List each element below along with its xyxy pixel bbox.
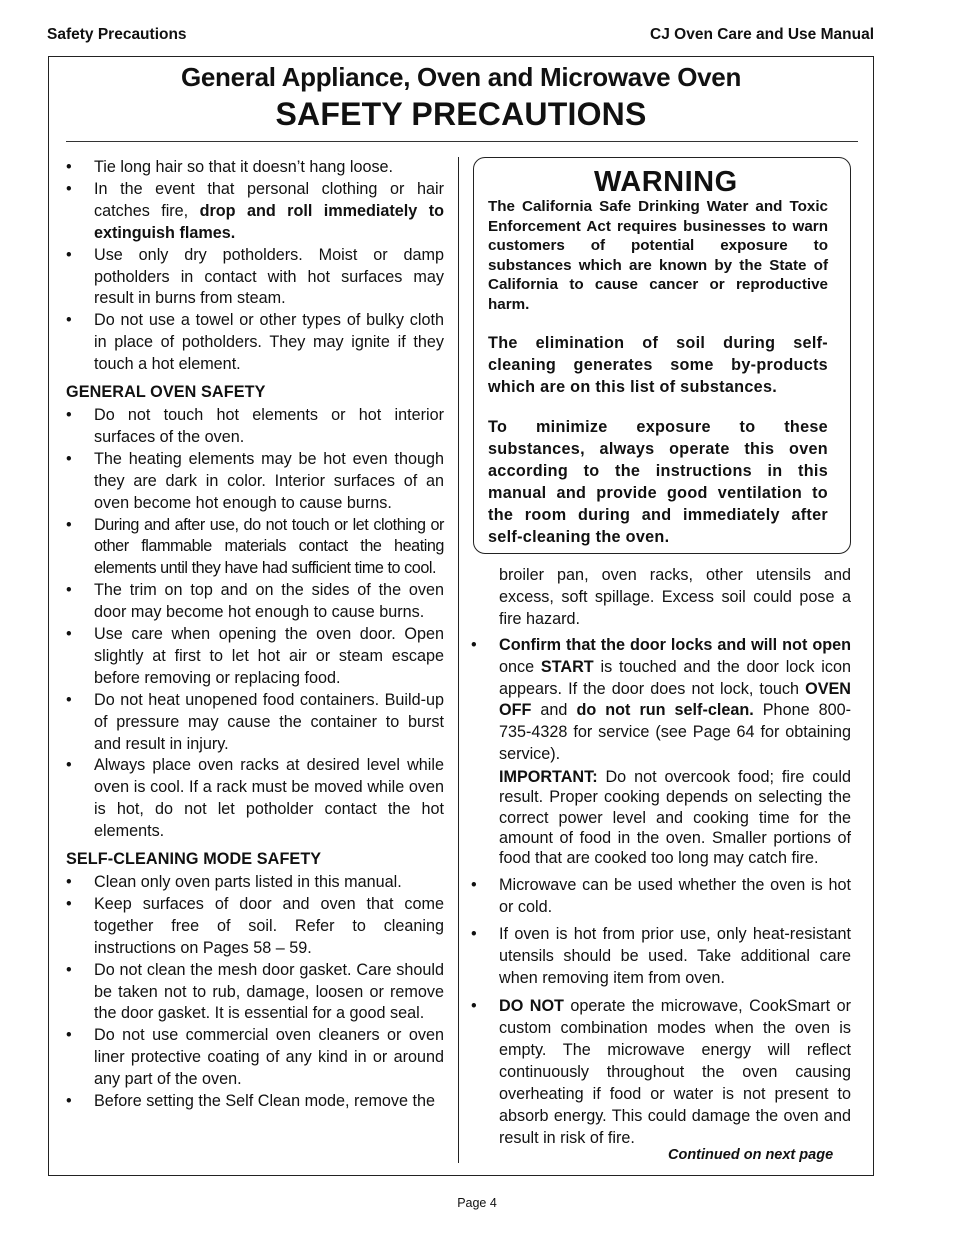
list-item: • DO NOT operate the microwave, CookSmart or custom combination modes when the oven is empty. The microwave energy will reflect continuously throughout the oven causing overheating if food or water is not present to absorb energy. This could damage the oven and result in risk of fire.	[471, 996, 851, 1149]
header-section-title: Safety Precautions	[47, 26, 187, 43]
important-note: IMPORTANT: Do not overcook food; fire could result. Proper cooking depends on selecting the correct power level and cooking time for the amount of food in the oven. Smaller portions of food that are cooked too long may catch fire.	[499, 768, 851, 868]
list-item: • Do not touch hot elements or hot interior surfaces of the oven.	[66, 405, 444, 449]
list-item: • Clean only oven parts listed in this manual.	[66, 872, 444, 894]
page-title-line2: SAFETY PRECAUTIONS	[275, 96, 647, 132]
general-list	[66, 157, 444, 376]
general-oven-list	[66, 405, 444, 843]
list-item: • Microwave can be used whether the oven is hot or cold.	[471, 875, 851, 919]
list-item: • Always place oven racks at desired level while oven is cool. If a rack must be moved while oven is hot, do not let potholder contact the hot elements.	[66, 755, 444, 843]
self-clean-list	[66, 872, 444, 1113]
list-item: • Use care when opening the oven door. Open slightly at first to let hot air or steam escape before removing or replacing food.	[66, 624, 444, 690]
warning-paragraph-minimize: To minimize exposure to these substances, always operate this oven according to the instructions in this manual and provide good ventilation to the room during and immediately after self-cleaning the oven.	[488, 418, 828, 546]
list-item: • The heating elements may be hot even though they are dark in color. Interior surfaces of an oven become hot enough to cause burns.	[66, 449, 444, 515]
title-divider	[66, 141, 858, 142]
section-heading-self-cleaning: SELF-CLEANING MODE SAFETY	[66, 850, 322, 869]
list-item: • Keep surfaces of door and oven that come together free of soil. Refer to cleaning instructions on Pages 58 – 59.	[66, 894, 444, 960]
list-item: • Confirm that the door locks and will not open once START is touched and the door lock icon appears. If the door does not lock, touch OVEN OFF and do not run self-clean. Phone 800-735-4328 for service (see Page 64 for obtaining service).	[471, 635, 851, 766]
list-item: • Do not use a towel or other types of bulky cloth in place of potholders. They may ignite if they touch a hot element.	[66, 310, 444, 376]
list-item: • Do not clean the mesh door gasket. Care should be taken not to rub, damage, loosen or remove the door gasket. It is essential for a good seal.	[66, 960, 444, 1026]
page-number: Page 4	[457, 1196, 497, 1210]
header-manual-title: CJ Oven Care and Use Manual	[650, 26, 874, 43]
list-item: • Tie long hair so that it doesn’t hang loose.	[66, 157, 444, 179]
right-column	[471, 565, 851, 1150]
list-item: • Do not heat unopened food containers. Build-up of pressure may cause the container to burst and result in injury.	[66, 690, 444, 756]
list-item: • Do not use commercial oven cleaners or oven liner protective coating of any kind in or around any part of the oven.	[66, 1025, 444, 1091]
list-item: • During and after use, do not touch or let clothing or other flammable materials contact the heating elements until they have had sufficient time to cool.	[66, 515, 444, 581]
list-item: • Before setting the Self Clean mode, remove the	[66, 1091, 444, 1113]
column-divider	[458, 157, 459, 1163]
warning-paragraph-prop65: The California Safe Drinking Water and Toxic Enforcement Act requires businesses to warn customers of potential exposure to substances which are known by the State of California to cause cancer or reproductive harm.	[488, 198, 828, 313]
warning-paragraph-byproducts: The elimination of soil during self-cleaning generates some by-products which are on this list of substances.	[488, 334, 828, 396]
list-item: • The trim on top and on the sides of the oven door may become hot enough to cause burns.	[66, 580, 444, 624]
warning-title: WARNING	[594, 166, 738, 198]
continued-item-text: broiler pan, oven racks, other utensils and excess, soft spillage. Excess soil could pose a fire hazard.	[499, 566, 851, 628]
list-item: • Use only dry potholders. Moist or damp potholders in contact with hot surfaces may result in burns from steam.	[66, 245, 444, 311]
continued-note: Continued on next page	[668, 1147, 834, 1163]
page-title-line1: General Appliance, Oven and Microwave Oven	[180, 62, 742, 92]
left-column	[66, 157, 444, 1113]
section-heading-general-oven: GENERAL OVEN SAFETY	[66, 383, 266, 402]
right-list	[471, 635, 851, 766]
right-list-continued	[471, 875, 851, 1150]
list-item: • If oven is hot from prior use, only heat-resistant utensils should be used. Take additional care when removing item from oven.	[471, 924, 851, 990]
list-item: • In the event that personal clothing or hair catches fire, drop and roll immediately to extinguish flames.	[66, 179, 444, 245]
